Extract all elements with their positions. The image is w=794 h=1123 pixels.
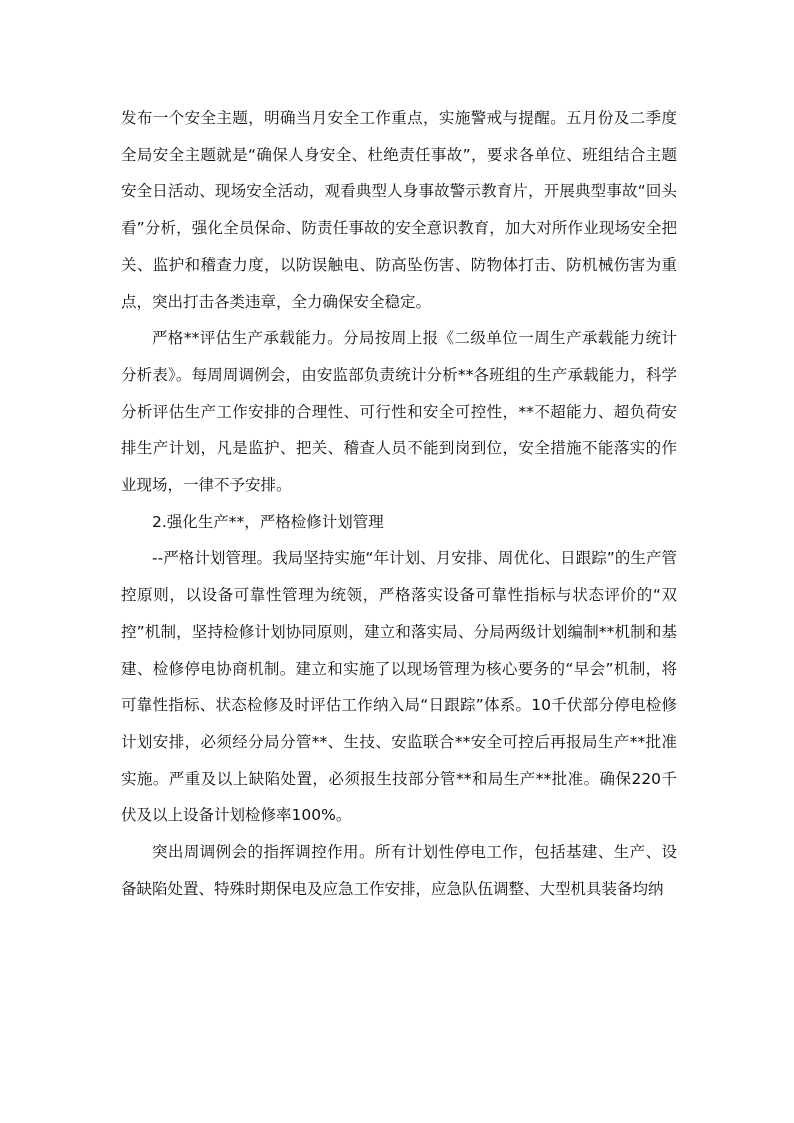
document-body <box>121 100 677 907</box>
section-heading-maintenance-plan: 2.强化生产**，严格检修计划管理 <box>152 512 384 531</box>
paragraph-plan-management: --严格计划管理。我局坚持实施“年计划、月安排、周优化、日跟踪”的生产管控原则，以设备可靠性管理为统领，严格落实设备可靠性指标与状态评价的“双控”机制，坚持检修计划协同原则，建立和落实局、分局两级计划编制**机制和基建、检修停电协商机制。建立和实施了以现场管理为核心要务的“早会”机制，将可靠性指标、状态检修及时评估工作纳入局“日跟踪”体系。10千伏部分停电检修计划安排，必须经分局分管**、生技、安监联合**安全可控后再报局生产**批准实施。严重及以上缺陷处置，必须报生技部分管**和局生产**批准。确保220千伏及以上设备计划检修率100%。 <box>121 549 677 825</box>
paragraph-safety-theme: 发布一个安全主题，明确当月安全工作重点，实施警戒与提醒。五月份及二季度全局安全主题就是“确保人身安全、杜绝责任事故”，要求各单位、班组结合主题安全日活动、现场安全活动，观看典型人身事故警示教育片，开展典型事故“回头看”分析，强化全员保命、防责任事故的安全意识教育，加大对所作业现场安全把关、监护和稽查力度，以防误触电、防高坠伤害、防物体打击、防机械伤害为重点，突出打击各类违章，全力确保安全稳定。 <box>121 109 677 311</box>
paragraph-weekly-meeting: 突出周调例会的指挥调控作用。所有计划性停电工作，包括基建、生产、设备缺陷处置、特殊时期保电及应急工作安排，应急队伍调整、大型机具装备均纳 <box>121 843 677 898</box>
paragraph-capacity-assessment: 严格**评估生产承载能力。分局按周上报《二级单位一周生产承载能力统计分析表》。每周周调例会，由安监部负责统计分析**各班组的生产承载能力，科学分析评估生产工作安排的合理性、可行性和安全可控性，**不超能力、超负荷安排生产计划，凡是监护、把关、稽查人员不能到岗到位，安全措施不能落实的作业现场，一律不予安排。 <box>121 329 677 495</box>
